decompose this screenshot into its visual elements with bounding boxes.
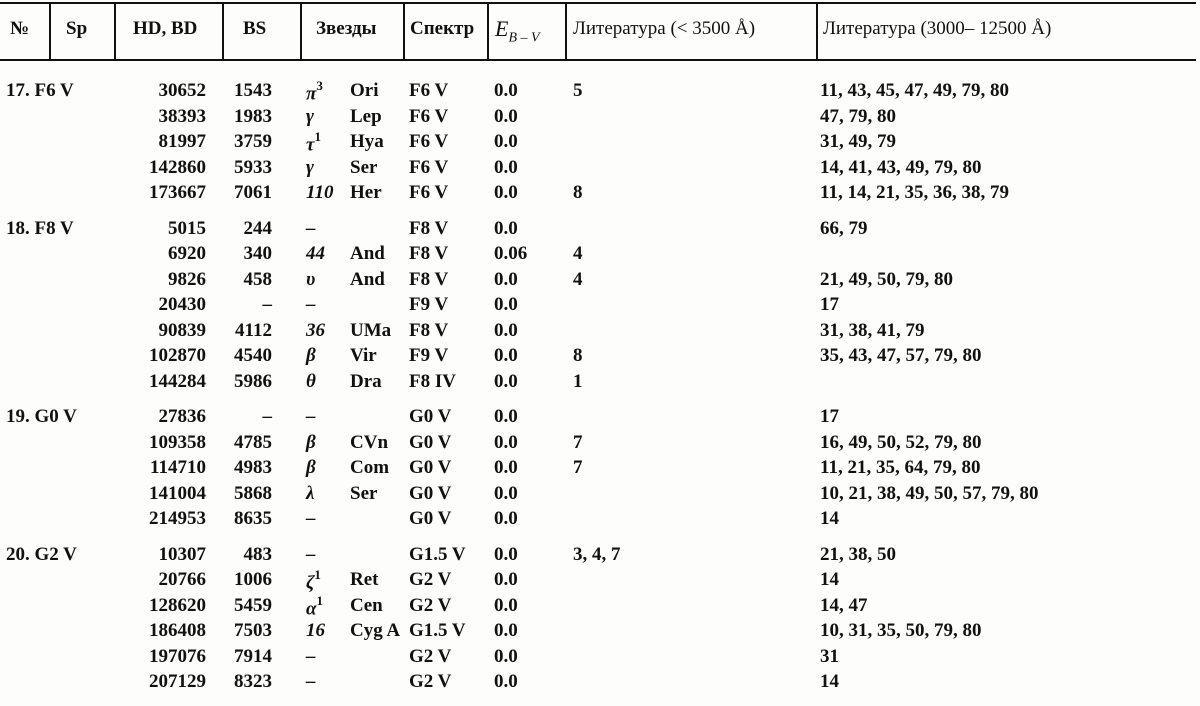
literature-uv: 8 — [573, 182, 583, 203]
bs-number: 483 — [243, 543, 272, 565]
hd-number: 197076 — [149, 645, 206, 667]
constellation: Cen — [350, 594, 383, 616]
literature-uv: 5 — [573, 80, 583, 101]
literature-visual: 66, 79 — [820, 217, 868, 239]
hd-number: 90839 — [158, 319, 206, 341]
star-designation-index: 1 — [316, 592, 324, 608]
bs-number: 5933 — [234, 156, 272, 178]
bs-number: 458 — [243, 268, 272, 290]
constellation: Ret — [350, 569, 379, 590]
color-excess: 0.0 — [494, 294, 518, 315]
literature-visual: 14 — [820, 671, 839, 692]
color-excess: 0.0 — [494, 645, 518, 667]
hd-number: 114710 — [150, 457, 206, 478]
color-excess: 0.0 — [494, 482, 518, 504]
table-row — [0, 457, 1200, 483]
bs-number: 4112 — [235, 319, 272, 341]
bs-number: 4983 — [234, 457, 272, 478]
table-row — [0, 569, 1200, 595]
bs-number: 7914 — [234, 645, 272, 667]
literature-visual: 31 — [820, 645, 839, 667]
table-row — [0, 646, 1200, 672]
star-designation: – — [306, 543, 316, 565]
header-divider — [403, 2, 405, 60]
header-divider — [49, 2, 51, 60]
table-row — [0, 218, 1200, 244]
table-row — [0, 508, 1200, 534]
literature-visual: 10, 31, 35, 50, 79, 80 — [820, 620, 982, 641]
color-excess: 0.06 — [494, 243, 528, 264]
color-excess: 0.0 — [494, 217, 518, 239]
hd-number: 9826 — [168, 268, 206, 290]
literature-visual: 21, 49, 50, 79, 80 — [820, 268, 953, 290]
hd-number: 173667 — [149, 182, 206, 203]
literature-visual: 11, 14, 21, 35, 36, 38, 79 — [820, 182, 1009, 203]
literature-visual: 17 — [820, 294, 839, 315]
color-excess: 0.0 — [494, 431, 518, 453]
star-designation: λ — [306, 482, 315, 504]
table-row — [0, 157, 1200, 183]
hd-number: 141004 — [149, 482, 206, 504]
color-excess: 0.0 — [494, 182, 518, 203]
constellation: Ori — [350, 80, 379, 101]
header-divider — [487, 2, 489, 60]
constellation: And — [350, 243, 385, 264]
header-divider — [222, 2, 224, 60]
color-excess: 0.0 — [494, 345, 518, 366]
literature-visual: 14 — [820, 569, 839, 590]
spectral-type: G1.5 V — [409, 543, 466, 565]
literature-visual: 31, 38, 41, 79 — [820, 319, 925, 341]
spectral-type: F8 V — [409, 319, 449, 341]
header-sp: Sp — [66, 18, 88, 39]
star-designation: 110 — [306, 182, 334, 203]
star-designation: – — [306, 671, 316, 692]
spectral-type: G0 V — [409, 457, 452, 478]
row-group-label: 19. G0 V — [6, 406, 77, 427]
spectral-type: G2 V — [409, 594, 452, 616]
color-excess: 0.0 — [494, 620, 518, 641]
bs-number: 244 — [243, 217, 272, 239]
header-divider — [565, 2, 567, 60]
spectral-type: G0 V — [409, 508, 452, 529]
spectral-type: G0 V — [409, 431, 452, 453]
hd-number: 186408 — [149, 620, 206, 641]
star-designation: β — [306, 457, 316, 478]
color-excess: 0.0 — [494, 319, 518, 341]
star-designation: υ — [306, 268, 316, 290]
constellation: CVn — [350, 431, 389, 453]
bs-number: 5986 — [234, 370, 272, 392]
constellation: Cyg A — [350, 620, 401, 641]
color-excess: 0.0 — [494, 406, 518, 427]
color-excess: 0.0 — [494, 508, 518, 529]
literature-visual: 14 — [820, 508, 839, 529]
header-divider — [300, 2, 302, 60]
header-ebv: $E_{B - V}$ — [495, 16, 540, 46]
table-row — [0, 432, 1200, 458]
hd-number: 5015 — [168, 217, 206, 239]
spectral-type: G0 V — [409, 482, 452, 504]
spectral-type: G2 V — [409, 671, 452, 692]
spectral-type: F9 V — [409, 345, 449, 366]
star-designation: – — [306, 645, 316, 667]
header-spectrum: Спектр — [410, 18, 475, 39]
color-excess: 0.0 — [494, 569, 518, 590]
star-designation: β — [306, 431, 316, 453]
spectral-type: F9 V — [409, 294, 449, 315]
row-group-label: 18. F8 V — [6, 217, 74, 239]
table-row — [0, 80, 1200, 106]
spectral-type: G1.5 V — [409, 620, 466, 641]
star-designation-index: 3 — [316, 78, 323, 93]
hd-number: 27836 — [158, 406, 206, 427]
bs-number: 8323 — [234, 671, 272, 692]
constellation: Dra — [350, 370, 382, 392]
literature-uv: 7 — [573, 457, 583, 478]
literature-uv: 8 — [573, 345, 583, 366]
literature-visual: 10, 21, 38, 49, 50, 57, 79, 80 — [820, 482, 1039, 504]
constellation: And — [350, 268, 385, 290]
bs-number: 4540 — [234, 345, 272, 366]
hd-number: 81997 — [158, 131, 206, 152]
star-designation: β — [306, 345, 316, 366]
constellation: Ser — [350, 482, 378, 504]
hd-number: 144284 — [149, 370, 206, 392]
hd-number: 30652 — [158, 80, 206, 101]
bs-number: 8635 — [234, 508, 272, 529]
star-designation: γ — [306, 156, 314, 178]
bs-number: 1543 — [234, 80, 272, 101]
bs-number: 1983 — [234, 105, 272, 127]
bs-number: 7503 — [234, 620, 272, 641]
color-excess: 0.0 — [494, 105, 518, 127]
bs-number: 5868 — [234, 482, 272, 504]
hd-number: 128620 — [149, 594, 206, 616]
star-designation: – — [306, 217, 316, 239]
color-excess: 0.0 — [494, 268, 518, 290]
spectral-type: G2 V — [409, 645, 452, 667]
color-excess: 0.0 — [494, 80, 518, 101]
row-group-label: 20. G2 V — [6, 543, 77, 565]
spectral-type: F8 V — [409, 243, 449, 264]
literature-visual: 11, 21, 35, 64, 79, 80 — [820, 457, 981, 478]
bs-number: 4785 — [234, 431, 272, 453]
literature-visual: 31, 49, 79 — [820, 131, 896, 152]
star-designation: 36 — [306, 319, 325, 341]
literature-uv: 4 — [573, 243, 583, 264]
star-designation: $\pi^3$ — [306, 78, 323, 105]
table-row — [0, 371, 1200, 397]
spectral-type: F8 V — [409, 217, 449, 239]
table-row — [0, 243, 1200, 269]
row-group-label: 17. F6 V — [6, 80, 74, 101]
color-excess: 0.0 — [494, 543, 518, 565]
star-designation: $\tau^1$ — [306, 129, 321, 156]
literature-uv: 7 — [573, 431, 583, 453]
header-stars: Звезды — [316, 18, 377, 39]
constellation: UMa — [350, 319, 392, 341]
table-row — [0, 671, 1200, 697]
hd-number: 6920 — [168, 243, 206, 264]
star-designation: 16 — [306, 620, 325, 641]
hd-number: 20766 — [158, 569, 206, 590]
literature-uv: 1 — [573, 370, 583, 392]
bs-number: 7061 — [234, 182, 272, 203]
spectral-type: F6 V — [409, 156, 449, 178]
literature-visual: 47, 79, 80 — [820, 105, 896, 127]
star-designation: – — [306, 406, 316, 427]
table-row — [0, 544, 1200, 570]
literature-visual: 14, 41, 43, 49, 79, 80 — [820, 156, 982, 178]
hd-number: 109358 — [149, 431, 206, 453]
star-designation-index: 1 — [314, 567, 321, 582]
literature-visual: 35, 43, 47, 57, 79, 80 — [820, 345, 982, 366]
header-divider — [114, 2, 116, 60]
table-row — [0, 620, 1200, 646]
constellation: Com — [350, 457, 390, 478]
hd-number: 207129 — [149, 671, 206, 692]
spectral-type: F8 IV — [409, 370, 456, 392]
bs-number: 3759 — [234, 131, 272, 152]
hd-number: 142860 — [149, 156, 206, 178]
spectral-type: F6 V — [409, 80, 449, 101]
table-row — [0, 182, 1200, 208]
literature-uv: 3, 4, 7 — [573, 543, 621, 565]
table-row — [0, 269, 1200, 295]
bs-number: – — [262, 406, 272, 427]
header-literature-uv: Литература (< 3500 Å) — [573, 18, 756, 39]
table-row — [0, 294, 1200, 320]
bs-number: 1006 — [234, 569, 272, 590]
star-designation: – — [306, 294, 316, 315]
spectral-type: F6 V — [409, 131, 449, 152]
literature-visual: 17 — [820, 406, 839, 427]
table-row — [0, 320, 1200, 346]
header-top-rule — [0, 2, 1196, 4]
hd-number: 102870 — [149, 345, 206, 366]
table-row — [0, 592, 1200, 621]
header-hd-bd: HD, BD — [133, 18, 198, 39]
table-row — [0, 131, 1200, 157]
header-literature-visual: Литература (3000– 12500 Å) — [823, 18, 1052, 39]
star-designation: γ — [306, 105, 314, 127]
header-divider — [816, 2, 818, 60]
star-designation-index: 1 — [314, 129, 321, 144]
table-row — [0, 345, 1200, 371]
bs-number: 340 — [243, 243, 272, 264]
hd-number: 10307 — [158, 543, 206, 565]
star-designation: – — [306, 508, 316, 529]
bs-number: – — [262, 294, 272, 315]
table-row — [0, 106, 1200, 132]
literature-visual: 11, 43, 45, 47, 49, 79, 80 — [820, 80, 1009, 101]
literature-visual: 21, 38, 50 — [820, 543, 896, 565]
literature-uv: 4 — [573, 268, 583, 290]
constellation: Lep — [350, 105, 382, 127]
literature-visual: 16, 49, 50, 52, 79, 80 — [820, 431, 982, 453]
hd-number: 38393 — [158, 105, 206, 127]
color-excess: 0.0 — [494, 671, 518, 692]
star-designation: 44 — [306, 243, 325, 264]
star-designation: $\alpha^1$ — [306, 592, 324, 619]
spectral-type: G2 V — [409, 569, 452, 590]
header-bottom-rule — [0, 59, 1196, 61]
bs-number: 5459 — [234, 594, 272, 616]
hd-number: 214953 — [149, 508, 206, 529]
color-excess: 0.0 — [494, 594, 518, 616]
color-excess: 0.0 — [494, 457, 518, 478]
star-designation: $\zeta^1$ — [306, 567, 321, 594]
table-row — [0, 406, 1200, 432]
color-excess: 0.0 — [494, 156, 518, 178]
header-number: № — [10, 18, 30, 39]
constellation: Vir — [350, 345, 377, 366]
spectral-type: F6 V — [409, 182, 449, 203]
literature-visual: 14, 47 — [820, 594, 868, 616]
constellation: Ser — [350, 156, 378, 178]
spectral-type: G0 V — [409, 406, 452, 427]
table-row — [0, 483, 1200, 509]
constellation: Hya — [350, 131, 384, 152]
color-excess: 0.0 — [494, 131, 518, 152]
header-bs: BS — [243, 18, 267, 39]
spectral-type: F6 V — [409, 105, 449, 127]
hd-number: 20430 — [158, 294, 206, 315]
color-excess: 0.0 — [494, 370, 518, 392]
star-designation: θ — [306, 370, 316, 392]
spectral-type: F8 V — [409, 268, 449, 290]
constellation: Her — [350, 182, 382, 203]
